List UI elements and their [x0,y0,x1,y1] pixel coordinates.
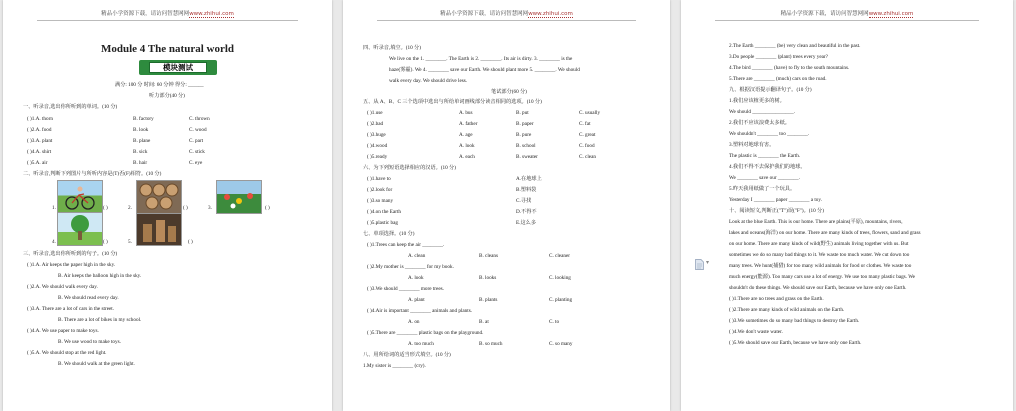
s5-row-2-a: A. father [459,121,478,127]
passage-line-1: Look at the blue Earth. This is our home. There are plains(平原), mountains, rivers, [729,219,903,225]
s1-row-5-c: C. eye [189,160,203,166]
s10-row-2: ( )2.There are many kinds of wild animals on the Earth. [729,307,845,313]
s5-row-4-a: A. look [459,143,475,149]
s3-row-2-b: B. We should read every day. [58,295,119,301]
pic-3-answer: ( ) [265,205,270,211]
s7-q5-b: B. so much [479,341,503,347]
tree-stump-icon [137,214,181,245]
s10-row-1: ( )1.There are no trees and grass on the Earth. [729,296,824,302]
s5-row-1-q: ( )1.use [367,110,383,116]
section-5-heading: 五、从 A、B、C 三个选项中选出与所给单词画线部分读音相同的选项。(10 分) [363,99,542,105]
section-3-heading: 三、听录音,选出你所听到的句子。(10 分) [23,251,118,257]
s1-row-5-a: ( )5.A. air [27,160,48,166]
s7-q4-a: A. on [408,319,420,325]
s7-q4-b: B. at [479,319,489,325]
s5-row-2-c: C. fat [579,121,591,127]
s5-row-3-a: A. age [459,132,473,138]
s6-row-5-q: ( )5.plastic bag [367,220,398,226]
bike-photo [57,180,103,214]
flowers-icon [217,181,261,213]
s9-line-8: We ________ save our ________. [729,175,800,181]
s7-q3: ( )3.We should ________ more trees. [367,286,444,292]
s6-row-1-q: ( )1.have to [367,176,391,182]
s1-row-3-a: ( )3.A. plant [27,138,53,144]
s7-q2: ( )2.My mother is ________ for my book. [367,264,454,270]
header-rule [37,20,298,21]
pic-3-number: 3. [208,205,212,211]
tree-icon [58,213,102,245]
page-header: 精品小学资源下载，请访问智慧网网www.zhihui.com [101,11,234,17]
s1-row-1-b: B. factory [133,116,154,122]
s1-row-3-c: C. part [189,138,204,144]
header-site[interactable]: www.zhihui.com [189,11,234,17]
s3-row-2-a: ( )2.A. We should walk every day. [27,284,98,290]
s7-q5: ( )5.There are ________ plastic bags on the playground. [367,330,484,336]
s9-line-7: 4.我们不得不去保护我们的地球。 [729,164,806,170]
s7-q1-c: C. cleaner [549,253,571,259]
section-1-heading: 一、听录音,选出你所听到的单词。(10 分) [23,104,118,110]
pic-5-answer: ( ) [188,239,193,245]
s5-row-5-c: C. clean [579,154,596,160]
s7-q1-b: B. cleans [479,253,499,259]
test-banner [139,60,217,75]
header-rule [715,20,979,21]
s7-q4-c: C. to [549,319,560,325]
s7-q3-b: B. plants [479,297,498,303]
s7-q2-c: C. looking [549,275,571,281]
section-7-heading: 七、单项选择。(10 分) [363,231,415,237]
section-8-heading: 八、用所给词的适当形式填空。(10 分) [363,352,451,358]
section-9-heading: 九、根据汉语提示翻译句子。(10 分) [729,87,812,93]
s3-row-1-a: ( )1.A. Air keeps the paper high in the sky. [27,262,116,268]
document-glyph [695,259,704,270]
s10-row-4: ( )4.We don't waste water. [729,329,783,335]
s9-line-1: 1.我们应该植更多的树。 [729,98,785,104]
pic-5-number: 5. [128,239,132,245]
s3-row-4-a: ( )4.A. We use paper to make toys. [27,328,99,334]
s5-row-2-b: B. paper [516,121,534,127]
page-2 [343,0,670,411]
s1-row-5-b: B. hair [133,160,148,166]
s3-row-5-a: ( )5.A. We should stop at the red light. [27,350,107,356]
s3-row-1-b: B. Air keeps the balloon high in the sky. [58,273,142,279]
s9-line-10: Yesterday I ________ paper ________ a toy. [729,197,822,203]
writing-heading: 笔试部分(60 分) [491,89,527,95]
passage-line-2: lakes and oceans(海洋) on our home. There are many kinds of trees, flowers, sand and grass [729,230,921,236]
section-10-heading: 十、阅读短文,判断正("T")误("F")。(10 分) [729,208,824,214]
section-4-heading: 四、听录音,填空。(10 分) [363,45,421,51]
s5-row-3-c: C. great [579,132,596,138]
s5-row-4-q: ( )4.wood [367,143,388,149]
s8-item-2: 2.The Earth ________ (be) very clean and beautiful in the past. [729,43,861,49]
s1-row-3-b: B. plane [133,138,151,144]
s10-row-3: ( )3.We sometimes do so many bad things to destroy the Earth. [729,318,860,324]
s6-row-2-q: ( )2.look for [367,187,393,193]
s1-row-1-a: ( )1.A. thorn [27,116,53,122]
s4-line-2: haze(雾霾). We 4. ________ save our Earth. We should plant more 5. ________. We should [389,67,580,73]
s5-row-3-q: ( )3.huge [367,132,386,138]
s1-row-4-b: B. sick [133,149,148,155]
s1-row-4-c: C. stick [189,149,205,155]
page-header: 精品小学资源下载，请访问智慧网网www.zhihui.com [780,11,914,17]
pic-4-answer: ( ) [103,239,108,245]
s5-row-4-b: B. school [516,143,536,149]
s5-row-4-c: C. food [579,143,595,149]
s3-row-4-b: B. We use wood to make toys. [58,339,121,345]
banner-label: 模块测试 [149,62,207,73]
section-2-heading: 二、听录音,判断下列图片与所听内容是(T)否(F)相符。(10 分) [23,171,162,177]
passage-line-3: on our home. There are many kinds of wild(野生) animals living together with us. But [729,241,909,247]
pic-2-answer: ( ) [183,205,188,211]
s7-q1-a: A. clean [408,253,426,259]
s3-row-3-b: B. There are a lot of bikes in my school. [58,317,142,323]
header-site[interactable]: www.zhihui.com [868,11,914,17]
s5-row-5-a: A. each [459,154,475,160]
plants-photo [216,180,262,214]
s7-q2-b: B. looks [479,275,497,281]
s10-row-5: ( )5.We should save our Earth, because we have only one Earth. [729,340,862,346]
s6-row-3-a: C.寻找 [516,198,532,204]
wood-logs-photo [136,180,182,214]
s8-item-5: 5.There are ________ (much) cars on the road. [729,76,827,82]
s6-row-2-a: B.塑料袋 [516,187,537,193]
s7-q5-a: A. too much [408,341,434,347]
s1-row-2-c: C. wood [189,127,207,133]
document-icon[interactable] [695,257,704,268]
pic-4-number: 4. [52,239,56,245]
s9-line-9: 5.昨天我用纸做了一个玩具。 [729,186,796,192]
s9-line-2: We should ________________. [729,109,796,115]
s5-row-1-b: B. put [516,110,529,116]
s6-row-1-a: A.在地球上 [516,176,542,182]
s3-row-3-a: ( )3.A. There are a lot of cars in the street. [27,306,115,312]
logs-icon [137,181,181,213]
s8-item-1: 1.My sister is ________ (cry). [363,363,426,369]
s9-line-5: 3.塑料对地球有害。 [729,142,775,148]
s4-line-1: We live on the 1. ________. The Earth is 2. ________. Its air is dirty. 3. ________ is the [389,56,573,62]
s6-row-3-q: ( )3.so many [367,198,394,204]
s8-item-3: 3.Do people ________ (plant) trees every year? [729,54,828,60]
stumps-photo [136,213,182,246]
s5-row-3-b: B. pure [516,132,532,138]
s1-row-2-b: B. look [133,127,149,133]
s4-line-3: walk every day. We should drive less. [389,78,468,84]
pic-1-number: 1. [52,205,56,211]
chevron-down-icon[interactable]: ▾ [706,260,710,266]
section-6-heading: 六、为下列短语选择相应的汉语。(10 分) [363,165,456,171]
tree-head-photo [57,212,103,246]
pic-1-answer: ( ) [103,205,108,211]
header-rule [377,20,636,21]
s1-row-4-a: ( )4.A. shirt [27,149,52,155]
s9-line-4: We shouldn't ________ too ________. [729,131,810,137]
page-title: Module 4 The natural world [100,43,235,55]
s5-row-5-q: ( )5.ready [367,154,388,160]
s9-line-6: The plastic is ________ the Earth. [729,153,801,159]
bike-icon [58,181,102,213]
page-header: 精品小学资源下载，请访问智慧网网www.zhihui.com [440,11,573,17]
s7-q3-a: A. plant [408,297,425,303]
s8-item-4: 4.The bird ________ (have) to fly to the south mountains. [729,65,850,71]
s6-row-4-q: ( )4.on the Earth [367,209,401,215]
passage-line-4: sometimes we do so many bad things to it. We waste too much water. We cut down too [729,252,910,258]
s6-row-4-a: D.不得不 [516,209,537,215]
page-1 [3,0,332,411]
s5-row-1-a: A. bus [459,110,473,116]
s7-q3-c: C. planting [549,297,573,303]
s7-q2-a: A. look [408,275,424,281]
header-site[interactable]: www.zhihui.com [528,11,573,17]
pic-2-number: 2. [128,205,132,211]
s6-row-5-a: E.这么多 [516,220,537,226]
s7-q4: ( )4.Air is important ________ animals and plants. [367,308,473,314]
s7-q5-c: C. so many [549,341,573,347]
s1-row-1-c: C. thrown [189,116,210,122]
page-3 [681,0,1013,411]
s7-q1: ( )1.Trees can keep the air ________. [367,242,445,248]
passage-line-7: shouldn't do these things. We should save our Earth, because we have only one Earth. [729,285,907,291]
s1-row-2-a: ( )2.A. food [27,127,52,133]
passage-line-5: many trees. We hunt(捕猎) for too many wild animals for food or clothes. We waste too [729,263,912,269]
s9-line-3: 2.我们不应该浪费太多纸。 [729,120,790,126]
passage-line-6: much energy(能源). Too many cars use a lot of energy. We use too many plastic bags. We [729,274,915,280]
s5-row-5-b: B. sweater [516,154,538,160]
listening-heading: 听力部分(40 分) [149,93,185,99]
s3-row-5-b: B. We should walk at the green light. [58,361,135,367]
score-info: 满分: 100 分 时间: 60 分钟 得分: ______ [115,82,204,88]
s5-row-1-c: C. usually [579,110,601,116]
s5-row-2-q: ( )2.bad [367,121,384,127]
